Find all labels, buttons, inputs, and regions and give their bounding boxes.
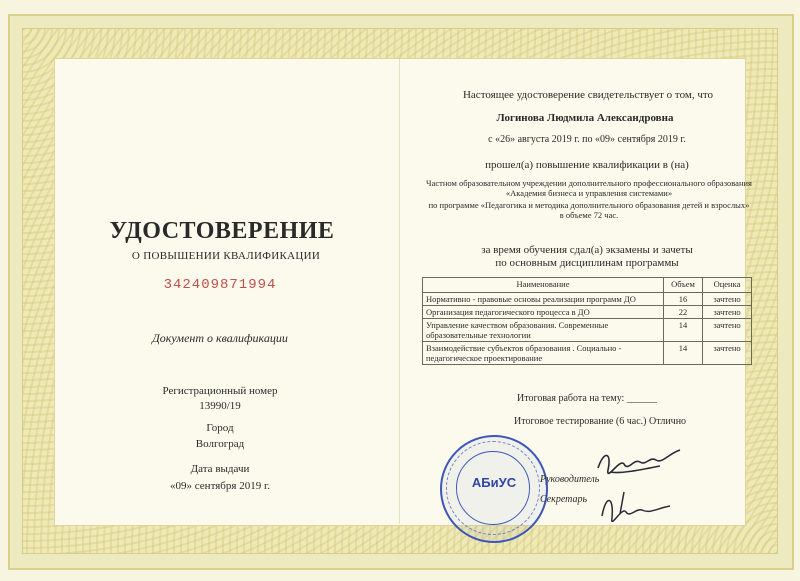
- exams-line-1: за время обучения сдал(а) экзамены и зачеты: [481, 244, 693, 256]
- training-period: с «26» августа 2019 г. по «09» сентября 2019 г.: [488, 134, 686, 145]
- final-work-line: Итоговая работа на тему: ______: [517, 393, 657, 404]
- table-row: [423, 342, 752, 365]
- table-row: [423, 319, 752, 342]
- signatures: [590, 448, 700, 538]
- row-hours: 14: [664, 319, 703, 342]
- column-header-name: Наименование: [423, 278, 664, 293]
- certificate-title: УДОСТОВЕРЕНИЕ: [109, 218, 335, 244]
- row-hours: 22: [664, 306, 703, 319]
- row-grade: зачтено: [703, 319, 752, 342]
- issue-date-label: Дата выдачи: [190, 463, 250, 475]
- stamp-label: АБиУС: [471, 475, 517, 490]
- row-subject: Организация педагогического процесса в ДО: [423, 306, 664, 319]
- grades-table: [422, 277, 752, 365]
- row-grade: зачтено: [703, 342, 752, 365]
- program-line: по программе «Педагогика и методика дополнительного образования детей и взрослых»: [428, 200, 750, 210]
- row-grade: зачтено: [703, 306, 752, 319]
- program-hours: в объеме 72 час.: [559, 210, 619, 220]
- director-label: Руководитель: [540, 474, 600, 485]
- column-header-grade: Оценка: [703, 278, 752, 293]
- document-type: Документ о квалификации: [152, 331, 288, 345]
- organization-stamp: [440, 435, 548, 543]
- table-row: [423, 293, 752, 306]
- secretary-label: Секретарь: [540, 494, 588, 505]
- row-grade: зачтено: [703, 293, 752, 306]
- director-signature: [598, 450, 680, 473]
- row-hours: 14: [664, 342, 703, 365]
- serial-number: 342409871994: [163, 277, 277, 293]
- organization-line-1: Частном образовательном учреждении дополнительного профессионального образования: [426, 178, 752, 188]
- organization-line-2: «Академия бизнеса и управления системами»: [505, 188, 673, 198]
- row-subject: Управление качеством образования. Современные образовательные технологии: [423, 319, 664, 342]
- row-subject: Нормативно - правовые основы реализации программ ДО: [423, 293, 664, 306]
- city-label: Город: [206, 422, 234, 434]
- row-hours: 16: [664, 293, 703, 306]
- recipient-name: Логинова Людмила Александровна: [496, 112, 674, 124]
- table-header-row: [423, 278, 752, 293]
- intro-text: Настоящее удостоверение свидетельствует о том, что: [462, 89, 714, 101]
- issue-date: «09» сентября 2019 г.: [170, 480, 270, 492]
- city-value: Волгоград: [195, 438, 245, 450]
- certificate-subtitle: О ПОВЫШЕНИИ КВАЛИФИКАЦИИ: [131, 250, 321, 262]
- table-row: [423, 306, 752, 319]
- column-header-hours: Объем: [664, 278, 703, 293]
- passed-text: прошел(а) повышение квалификации в (на): [485, 159, 689, 171]
- exams-line-2: по основным дисциплинам программы: [495, 257, 679, 269]
- row-subject: Взаимодействие субъектов образования . Социально - педагогическое проектирование: [423, 342, 664, 365]
- registration-number: 13990/19: [199, 400, 241, 412]
- registration-label: Регистрационный номер: [162, 385, 278, 397]
- final-test-line: Итоговое тестирование (6 час.) Отлично: [514, 416, 687, 427]
- secretary-signature: [602, 492, 670, 521]
- fold-line: [399, 58, 400, 524]
